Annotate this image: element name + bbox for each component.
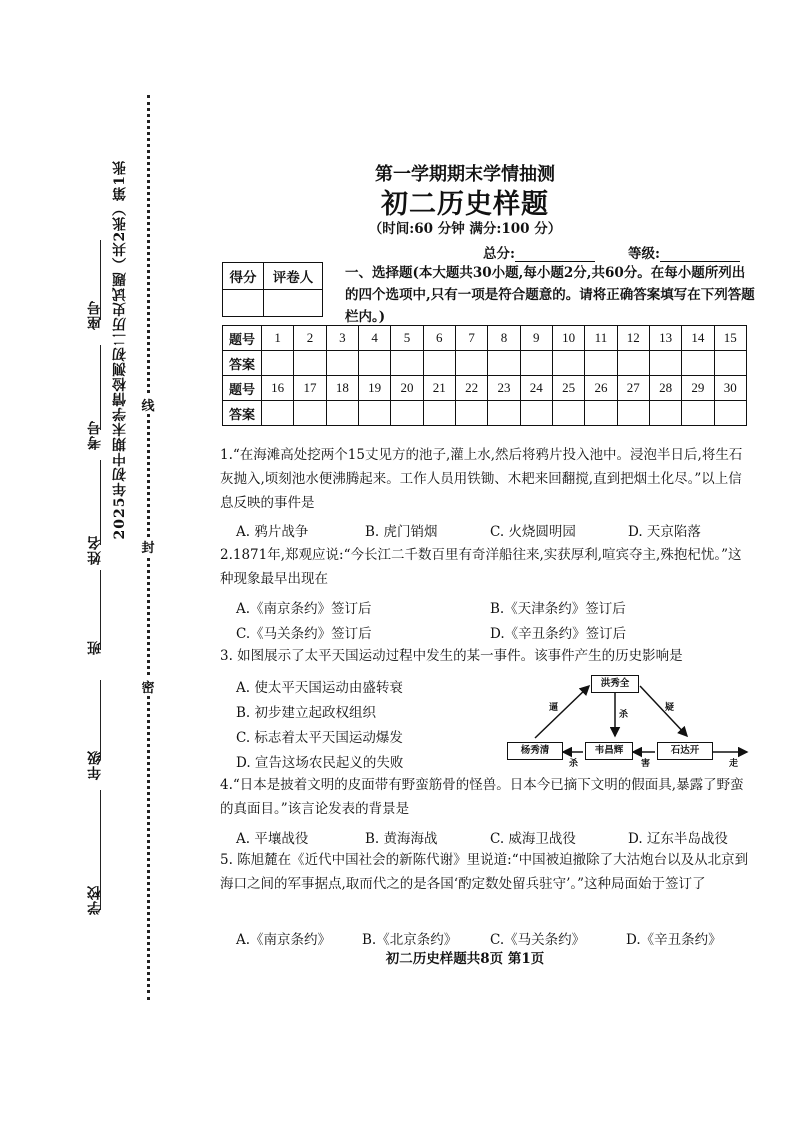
label-hai: 害 [641,759,651,769]
question-3-option-a[interactable]: A. 使太平天国运动由盛转衰 [236,680,403,696]
label-zou: 走 [729,759,739,769]
answer-cell[interactable] [585,401,617,426]
answer-cell[interactable] [423,401,455,426]
answer-cell[interactable] [649,401,681,426]
qnum-cell: 17 [294,376,326,401]
answer-cell[interactable] [358,401,390,426]
exam-title-vertical: 2025年初中期末学情检测初二历史试题（共2张）第1张 [112,160,128,540]
answer-cell[interactable] [520,351,552,376]
qnum-cell: 13 [649,326,681,351]
qnum-cell: 16 [262,376,294,401]
answer-row-1 [223,351,747,376]
node-hong-xiuquan: 洪秀全 [591,675,639,693]
level-label: 等级: [628,246,660,262]
name-field[interactable] [100,460,101,545]
qnum-cell: 28 [649,376,681,401]
answer-cell[interactable] [294,351,326,376]
qnum-cell: 6 [423,326,455,351]
node-shi-dakai: 石达开 [657,742,713,760]
label-bi: 逼 [549,703,559,713]
qnum-cell: 21 [423,376,455,401]
answer-cell[interactable] [552,401,584,426]
answer-cell[interactable] [262,401,294,426]
question-3-option-c[interactable]: C. 标志着太平天国运动爆发 [236,730,403,746]
taiping-diagram [505,672,750,772]
qnum-cell: 2 [294,326,326,351]
question-2-text: 2.1871年,郑观应说:“今长江二千数百里有奇洋船往来,实获厚利,喧宾夺主,殊抱杞忧。”这种现象最早出现在 [220,547,742,587]
qnum-cell: 23 [488,376,520,401]
reviewer-cell[interactable] [264,290,323,317]
class-label: 班 [87,640,103,655]
node-yang-xiuqing: 杨秀清 [507,742,563,760]
label-sha-bottom: 杀 [569,759,579,769]
question-4-option-c[interactable]: C. 威海卫战役 [490,831,576,847]
qnum-cell: 29 [682,376,714,401]
level-field[interactable] [660,247,740,262]
question-number-row-2 [223,376,747,401]
qnum-cell: 30 [714,376,746,401]
qnum-cell: 18 [326,376,358,401]
qnum-cell: 22 [455,376,487,401]
qnum-cell: 9 [520,326,552,351]
grade-label: 年级 [87,750,103,780]
qnum-cell: 3 [326,326,358,351]
qnum-cell: 19 [358,376,390,401]
answer-cell[interactable] [682,351,714,376]
seat-label: 座号 [87,300,103,330]
answer-cell[interactable] [649,351,681,376]
exam-name: 第一学期期末学情抽测 [375,164,555,185]
exam-info: （时间:60 分钟 满分:100 分） [368,221,562,237]
page-title: 初二历史样题 [381,189,549,220]
exam-no-label: 考号 [87,420,103,450]
question-2-option-d[interactable]: D.《辛丑条约》签订后 [490,626,627,642]
label-sha-center: 杀 [619,710,629,720]
total-score-field[interactable] [515,247,595,262]
question-4-text: 4.“日本是披着文明的皮面带有野蛮筋骨的怪兽。日本今已摘下文明的假面具,暴露了野蛮的真面目。”该言论发表的背景是 [220,777,744,817]
score-label: 得分 [223,263,264,290]
answer-label: 答案 [223,351,262,376]
answer-row-2 [223,401,747,426]
arrow-left-to-top [535,686,589,738]
answer-label: 答案 [223,401,262,426]
row-label: 题号 [223,376,262,401]
node-wei-changhui: 韦昌辉 [585,742,633,760]
answer-cell[interactable] [455,351,487,376]
answer-cell[interactable] [617,401,649,426]
answer-cell[interactable] [682,401,714,426]
answer-cell[interactable] [423,351,455,376]
seat-field[interactable] [100,240,101,320]
question-2-option-b[interactable]: B.《天津条约》签订后 [490,601,626,617]
qnum-cell: 1 [262,326,294,351]
qnum-cell: 26 [585,376,617,401]
question-5-option-c[interactable]: C.《马关条约》 [490,932,586,948]
qnum-cell: 11 [585,326,617,351]
qnum-cell: 10 [552,326,584,351]
qnum-cell: 7 [455,326,487,351]
page-footer: 初二历史样题共8页 第1页 [385,951,545,967]
name-label: 姓名 [87,535,103,565]
question-3-text: 3. 如图展示了太平天国运动过程中发生的某一事件。该事件产生的历史影响是 [220,648,683,664]
school-label: 学校 [87,885,103,915]
qnum-cell: 25 [552,376,584,401]
level [628,242,740,262]
answer-cell[interactable] [617,351,649,376]
answer-cell[interactable] [552,351,584,376]
row-label: 题号 [223,326,262,351]
question-5-option-a[interactable]: A.《南京条约》 [236,932,332,948]
answer-cell[interactable] [714,351,746,376]
answer-cell[interactable] [262,351,294,376]
answer-cell[interactable] [585,351,617,376]
score-cell[interactable] [223,290,264,317]
answer-table [222,325,747,426]
answer-cell[interactable] [326,351,358,376]
seal-char-line: 线 [139,395,157,414]
label-yi: 疑 [665,703,675,713]
question-1-option-a[interactable]: A. 鸦片战争 [236,524,309,540]
total-score [483,242,595,262]
answer-cell[interactable] [488,351,520,376]
answer-cell[interactable] [714,401,746,426]
question-4-option-b[interactable]: B. 黄海海战 [365,831,438,847]
question-2-option-c[interactable]: C.《马关条约》签订后 [236,626,372,642]
question-3-option-d[interactable]: D. 宣告这场农民起义的失败 [236,755,404,771]
total-score-label: 总分: [483,246,515,262]
section1-instructions: 一、选择题(本大题共30小题,每小题2分,共60分。在每小题所列出的四个选项中,只有一项是符合题意的。请将正确答案填写在下列答题栏内。) [345,265,755,325]
question-4-option-d[interactable]: D. 辽东半岛战役 [628,831,728,847]
answer-cell[interactable] [294,401,326,426]
qnum-cell: 5 [391,326,423,351]
question-2-option-a[interactable]: A.《南京条约》签订后 [236,601,372,617]
exam-no-field[interactable] [100,345,101,430]
class-field[interactable] [100,570,101,650]
grader-box [222,262,323,317]
seal-char-secret: 密 [139,677,157,696]
school-field[interactable] [100,790,101,910]
answer-cell[interactable] [520,401,552,426]
question-1-option-d[interactable]: D. 天京陷落 [628,524,701,540]
question-1-text: 1.“在海滩高处挖两个15丈见方的池子,灌上水,然后将鸦片投入池中。浸泡半日后,将生石灰抛入,顷刻池水便沸腾起来。工作人员用铁锄、木耙来回翻搅,直到把烟土化尽。”以上信息反映的事件是 [220,447,743,511]
qnum-cell: 20 [391,376,423,401]
answer-cell[interactable] [326,401,358,426]
answer-cell[interactable] [488,401,520,426]
question-5-option-b[interactable]: B.《北京条约》 [362,932,458,948]
qnum-cell: 4 [358,326,390,351]
question-3-option-b[interactable]: B. 初步建立起政权组织 [236,705,377,721]
grade-field[interactable] [100,680,101,760]
question-4-option-a[interactable]: A. 平壤战役 [236,831,309,847]
answer-cell[interactable] [358,351,390,376]
qnum-cell: 14 [682,326,714,351]
qnum-cell: 15 [714,326,746,351]
answer-cell[interactable] [391,401,423,426]
arrow-top-to-right [640,686,687,736]
seal-char-seal: 封 [139,537,157,556]
question-1-option-b[interactable]: B. 虎门销烟 [365,524,438,540]
qnum-cell: 8 [488,326,520,351]
question-1-option-c[interactable]: C. 火烧圆明园 [490,524,576,540]
question-number-row-1 [223,326,747,351]
answer-cell[interactable] [455,401,487,426]
qnum-cell: 24 [520,376,552,401]
qnum-cell: 12 [617,326,649,351]
question-5-text: 5. 陈旭麓在《近代中国社会的新陈代谢》里说道:“中国被迫撤除了大沽炮台以及从北京到海口之间的军事据点,取而代之的是各国‘酌定数处留兵驻守’。”这种局面始于签订了 [220,852,749,892]
question-5-option-d[interactable]: D.《辛丑条约》 [626,932,722,948]
reviewer-label: 评卷人 [264,263,323,290]
qnum-cell: 27 [617,376,649,401]
answer-cell[interactable] [391,351,423,376]
